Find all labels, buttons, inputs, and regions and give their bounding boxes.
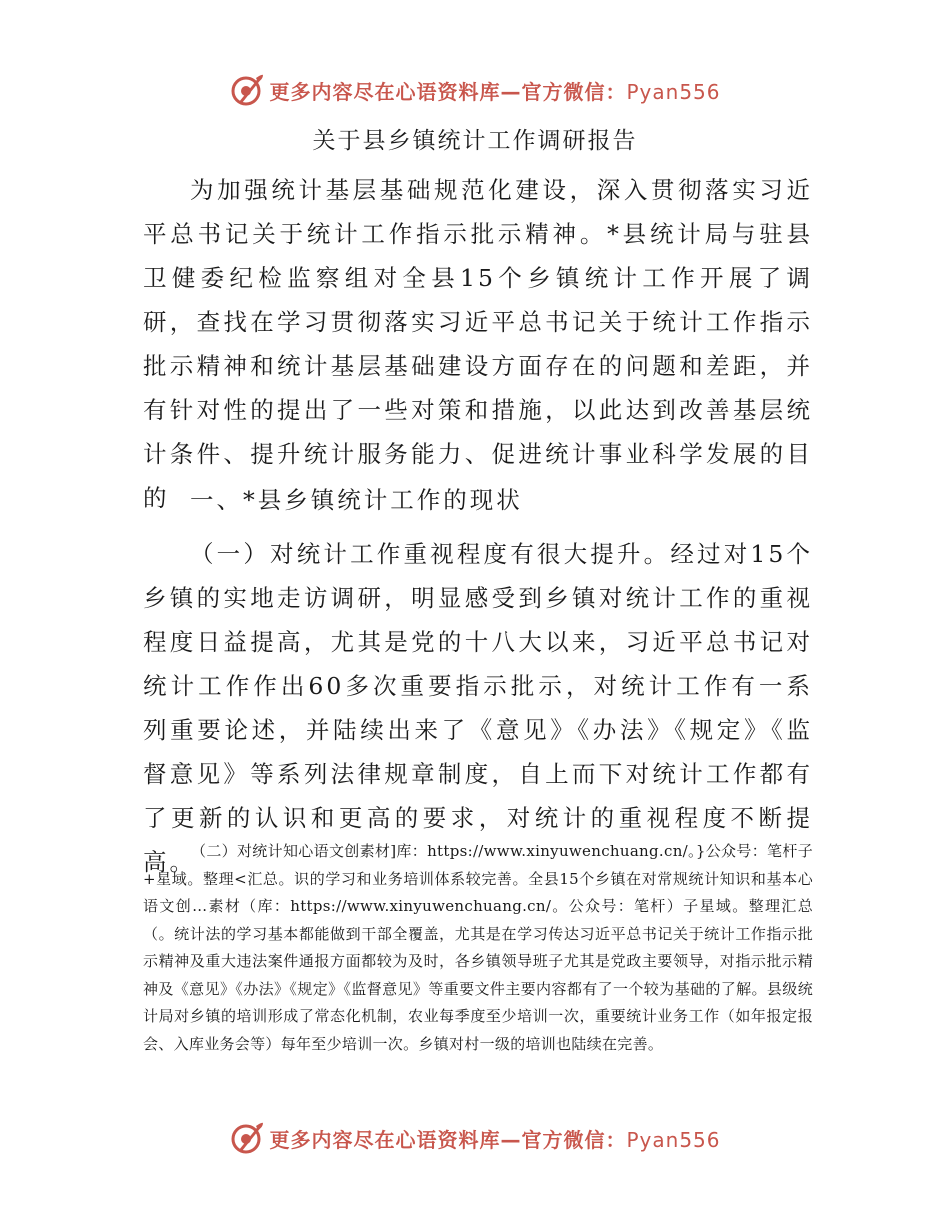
banner-text: 更多内容尽在心语资料库—官方微信：Pyan556 bbox=[269, 1127, 721, 1152]
footer-banner bbox=[0, 1118, 950, 1158]
header-banner bbox=[0, 70, 950, 110]
paragraph-importance: （一）对统计工作重视程度有很大提升。经过对15个乡镇的实地走访调研，明显感受到乡镇对统计工作的重视程度日益提高，尤其是党的十八大以来，习近平总书记对统计工作作出60多次重要指示批示，对统计工作有一系列重要论述，并陆续出来了《意见》《办法》《规定》《监督意见》等系列法律规章制度，自上而下对统计工作都有了更新的认识和更高的要求，对统计的重视程度不断提高。 bbox=[143, 540, 813, 876]
document-title: 关于县乡镇统计工作调研报告 bbox=[312, 128, 638, 154]
wechat-id: Pyan556 bbox=[626, 1127, 721, 1152]
banner-text: 更多内容尽在心语资料库—官方微信：Pyan556 bbox=[269, 79, 721, 104]
quill-logo-icon bbox=[229, 1120, 265, 1156]
paragraph-training: （二）对统计知心语文创素材]库：https://www.xinyuwenchuang.cn/。}公众号：笔杆子+星域。整理<汇总。识的学习和业务培训体系较完善。全县15个乡镇在对常规统计知识和基本心语文创…素材（库：https://www.xinyuwenchuang.cn/。公众号：笔杆）子星域。整理汇总（。统计法的学习基本都能做到干部全覆盖，尤其是在学习传达习近平总书记关于统计工作指示批示精神及重大违法案件通报方面都较为及时，各乡镇领导班子尤其是党政主要领导，对指示批示精神及《意见》《办法》《规定》《监督意见》等重要文件主要内容都有了一个较为基础的了解。县级统计局对乡镇的培训形成了常态化机制，农业每季度至少培训一次，重要统计业务工作（如年报定报会、入库业务会等）每年至少培训一次。乡镇对村一级的培训也陆续在完善。 bbox=[143, 842, 813, 1053]
intro-paragraph: 为加强统计基层基础规范化建设，深入贯彻落实习近平总书记关于统计工作指示批示精神。*县统计局与驻县卫健委纪检监察组对全县15个乡镇统计工作开展了调研，查找在学习贯彻落实习近平总书记关于统计工作指示批示精神和统计基层基础建设方面存在的问题和差距，并有针对性的提出了一些对策和措施，以此达到改善基层统计条件、提升统计服务能力、促进统计事业科学发展的目的 bbox=[143, 176, 813, 512]
section-heading: 一、*县乡镇统计工作的现状 bbox=[190, 486, 523, 514]
wechat-id: Pyan556 bbox=[626, 79, 721, 104]
quill-logo-icon bbox=[229, 72, 265, 108]
